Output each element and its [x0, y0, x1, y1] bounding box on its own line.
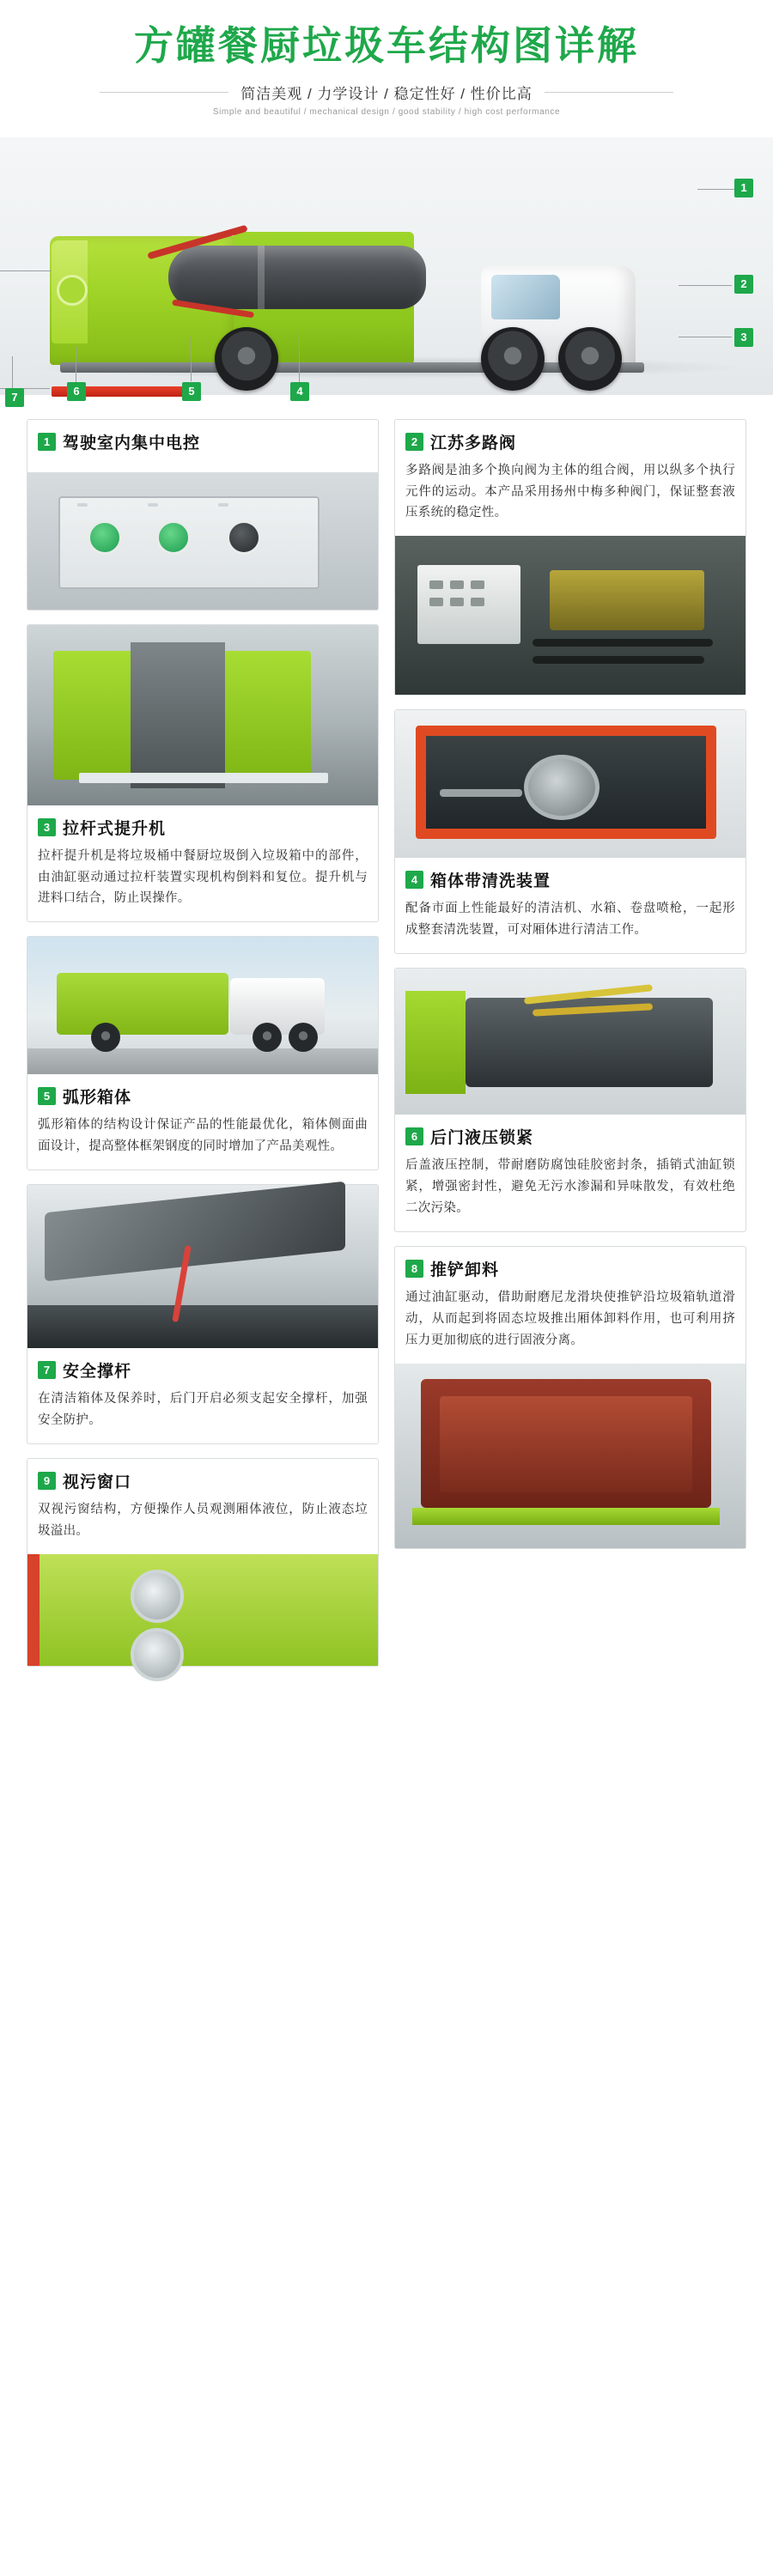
- safety-prop-rod-photo: [27, 1185, 378, 1348]
- leader-line: [679, 285, 732, 286]
- lifter-photo: [27, 625, 378, 805]
- card-3-body: [27, 805, 378, 922]
- water-pipe: [440, 789, 522, 797]
- truck-green-body: [57, 973, 228, 1035]
- card-4-description: 配备市面上性能最好的清洁机、水箱、卷盘喷枪，一起形成整套清洗装置，可对厢体进行清洁工作。: [405, 902, 735, 938]
- card-8-description: 通过油缸驱动，借助耐磨尼龙滑块使推铲沿垃圾箱轨道滑动，从而起到将固态垃圾推出厢体卸料作用，也可利用挤压力更加彻底的进行固液分离。: [405, 1291, 735, 1347]
- card-6-badge: 6: [405, 1127, 423, 1145]
- truck-cab-window: [491, 275, 560, 319]
- prop-base: [27, 1305, 378, 1348]
- push-plate-inner: [440, 1396, 692, 1492]
- card-4-title-row: [405, 868, 735, 891]
- card-3-title: 拉杆式提升机: [63, 818, 167, 838]
- truck-tank: [168, 246, 426, 309]
- leader-line: [0, 270, 52, 271]
- callout-2: 2: [734, 275, 753, 294]
- multi-way-valve-photo: [395, 536, 746, 695]
- rear-door-lock-photo: [395, 969, 746, 1115]
- page-header: [0, 0, 773, 125]
- panel-label: [77, 503, 88, 507]
- valve-button-icon: [471, 580, 484, 589]
- card-1-driver-cab-control: [27, 419, 379, 611]
- truck-rear-port-icon: [57, 275, 88, 306]
- panel-knob-icon: [88, 520, 122, 555]
- card-6-title-row: [405, 1125, 735, 1148]
- card-5-body: [27, 1074, 378, 1170]
- leader-line: [299, 331, 300, 382]
- card-5-title: 弧形箱体: [63, 1088, 132, 1108]
- callout-7: 7: [5, 388, 24, 407]
- card-3-title-row: [38, 816, 368, 839]
- card-1-title-row: [38, 430, 368, 453]
- subtitle-english: Simple and beautiful / mechanical design / good stability / high cost performance: [212, 106, 561, 117]
- hero-diagram: [0, 137, 773, 404]
- card-8-badge: 8: [405, 1260, 423, 1278]
- card-9-title: 视污窗口: [63, 1473, 132, 1492]
- card-1-badge: 1: [38, 433, 56, 451]
- washing-device-photo: [395, 710, 746, 858]
- push-plate-photo: [395, 1364, 746, 1548]
- card-4-washing-device: [394, 709, 746, 954]
- valve-button-icon: [429, 580, 443, 589]
- card-6-description: 后盖液压控制，带耐磨防腐蚀硅胶密封条，插销式油缸锁紧，增强密封性，避免无污水渗漏和异味散发，有效杜绝二次污染。: [405, 1158, 735, 1216]
- card-9-description: 双视污窗结构，方便操作人员观测厢体液位，防止液态垃圾溢出。: [38, 1503, 368, 1539]
- card-2-title-row: [405, 430, 735, 453]
- lifter-bar: [79, 773, 328, 783]
- valve-button-icon: [471, 598, 484, 606]
- panel-label: [218, 503, 228, 507]
- card-5-badge: 5: [38, 1087, 56, 1105]
- callout-5: 5: [182, 382, 201, 401]
- truck-wheel: [253, 1023, 282, 1052]
- card-8-body: [395, 1247, 746, 1364]
- subtitle-row: [0, 82, 773, 103]
- card-8-title-row: [405, 1257, 735, 1280]
- card-2-badge: 2: [405, 433, 423, 451]
- valve-button-icon: [450, 580, 464, 589]
- card-2-description: 多路阀是油多个换向阀为主体的组合阀，用以纵多个执行元件的运动。本产品采用扬州中梅多种阀门，保证整套液压系统的稳定性。: [405, 463, 735, 520]
- arc-body-truck-photo: [27, 937, 378, 1074]
- road-surface: [27, 1048, 378, 1074]
- valve-yellow-block: [550, 570, 704, 630]
- truck-wheel: [558, 327, 622, 391]
- control-panel-photo: [27, 472, 378, 610]
- callout-3: 3: [734, 328, 753, 347]
- card-2-title: 江苏多路阀: [430, 433, 517, 453]
- card-7-description: 在清洁箱体及保养时，后门开启必须支起安全撑杆，加强安全防护。: [38, 1392, 368, 1428]
- card-7-title-row: [38, 1358, 368, 1382]
- card-8-title: 推铲卸料: [430, 1261, 500, 1280]
- page-title: 方罐餐厨垃圾车结构图详解: [134, 22, 639, 69]
- card-5-description: 弧形箱体的结构设计保证产品的性能最优化，箱体侧面曲面设计，提高整体框架钢度的同时增加了产品美观性。: [38, 1118, 368, 1154]
- leader-line: [12, 356, 13, 389]
- card-9-badge: 9: [38, 1472, 56, 1490]
- panel-knob-icon: [156, 520, 191, 555]
- card-7-safety-prop: [27, 1184, 379, 1444]
- truck-chassis: [60, 362, 644, 373]
- card-6-body: [395, 1115, 746, 1231]
- lifter-frame: [131, 642, 225, 788]
- leader-line: [697, 189, 739, 190]
- sight-port-icon: [131, 1570, 184, 1623]
- panel-label: [148, 503, 158, 507]
- divider-right: [545, 92, 673, 93]
- card-2-multiway-valve: [394, 419, 746, 696]
- callout-4: 4: [290, 382, 309, 401]
- card-9-sight-window: [27, 1458, 379, 1667]
- right-column: [394, 419, 746, 1667]
- content-grid: [27, 419, 746, 1667]
- valve-button-icon: [450, 598, 464, 606]
- tank-green-surface: [27, 1554, 378, 1666]
- callout-6: 6: [67, 382, 86, 401]
- card-7-badge: 7: [38, 1361, 56, 1379]
- truck-wheel: [481, 327, 545, 391]
- hose-reel-icon: [524, 755, 600, 820]
- card-9-body: [27, 1459, 378, 1554]
- card-2-body: [395, 420, 746, 537]
- sight-port-icon: [131, 1628, 184, 1681]
- body-green-lip: [412, 1508, 720, 1525]
- valve-button-icon: [429, 598, 443, 606]
- hydraulic-hose: [533, 639, 713, 647]
- card-1-body: [27, 420, 378, 472]
- card-4-body: [395, 858, 746, 953]
- tank-green-edge: [405, 991, 466, 1094]
- hydraulic-hose: [533, 656, 704, 664]
- card-6-rear-door-lock: [394, 968, 746, 1232]
- divider-left: [100, 92, 228, 93]
- card-6-title: 后门液压锁紧: [430, 1128, 534, 1148]
- card-3-description: 拉杆提升机是将垃圾桶中餐厨垃圾倒入垃圾箱中的部件，由油缸驱动通过拉杆装置实现机构倒料和复位。提升机与进料口结合，防止误操作。: [38, 848, 368, 906]
- card-7-body: [27, 1348, 378, 1443]
- red-stripe: [27, 1554, 40, 1666]
- card-3-lifter: [27, 624, 379, 923]
- leader-line: [191, 337, 192, 381]
- card-1-title: 驾驶室内集中电控: [63, 433, 201, 453]
- callout-1: 1: [734, 179, 753, 197]
- rear-lid: [45, 1182, 345, 1282]
- subtitle: 简洁美观 / 力学设计 / 稳定性好 / 性价比高: [240, 85, 533, 102]
- card-3-badge: 3: [38, 818, 56, 836]
- footer-spacer: [0, 1692, 773, 1710]
- card-4-badge: 4: [405, 871, 423, 889]
- truck-tank-band: [258, 246, 265, 309]
- card-8-push-plate: [394, 1246, 746, 1549]
- card-5-arc-body: [27, 936, 379, 1170]
- sight-window-photo: [27, 1554, 378, 1666]
- left-column: [27, 419, 379, 1667]
- truck-wheel: [91, 1023, 120, 1052]
- card-4-title: 箱体带清洗装置: [430, 872, 551, 891]
- panel-knob-icon: [227, 520, 261, 555]
- truck-wheel: [215, 327, 278, 391]
- card-9-title-row: [38, 1469, 368, 1492]
- truck-wheel: [289, 1023, 318, 1052]
- card-5-title-row: [38, 1084, 368, 1108]
- card-7-title: 安全撑杆: [63, 1362, 132, 1382]
